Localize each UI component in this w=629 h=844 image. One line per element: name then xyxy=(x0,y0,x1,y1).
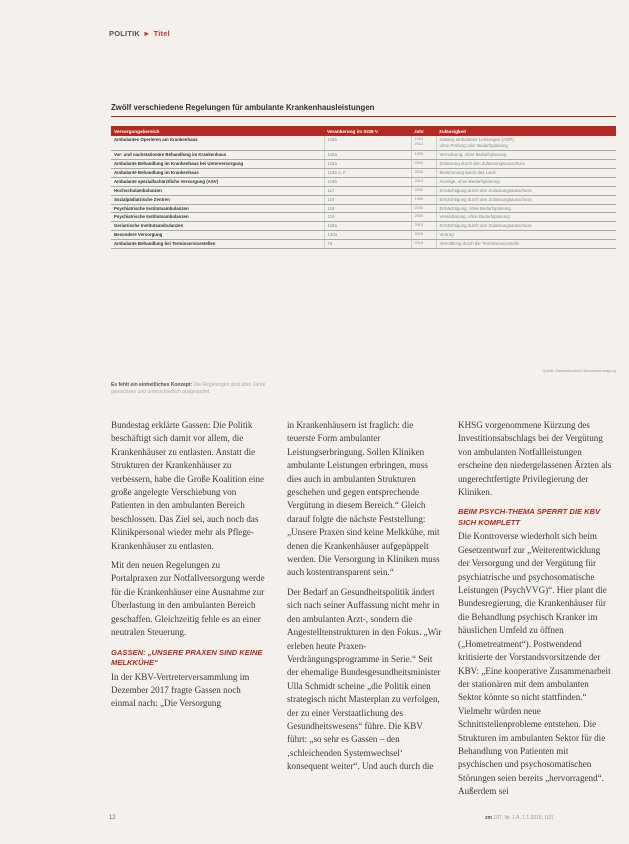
table-cell: Ermächtigung durch den Zulassungsausschuss xyxy=(436,186,616,195)
table-body xyxy=(111,136,616,249)
table-cell: Besondere Versorgung xyxy=(111,231,324,240)
table-cell: Vertrag xyxy=(436,231,616,240)
table-cell: 117 xyxy=(324,186,411,195)
table-cell: Ermächtigung, ohne Bedarfsplanung xyxy=(436,204,616,213)
table-row xyxy=(111,186,616,195)
table-cell: 1989 xyxy=(411,195,436,204)
table-cell: 2000 xyxy=(411,204,436,213)
table-cell: Vereinbarung, ohne Bedarfsplanung xyxy=(436,213,616,222)
table-cell: Ermächtigung durch den Zulassungsausschuss xyxy=(436,195,616,204)
issue-info: 107, Nr. 1 A, 1.1.2018, (12) xyxy=(493,815,554,821)
table-cell: 1993 2012 xyxy=(411,136,436,150)
body-paragraph: Der Bedarf an Gesundheitspolitik ändert sich nach seiner Auffassung nicht mehr in den ambulanten Arzt-, sondern die Angestelltenstrukturen in den Fokus. „Wir erleben heute Praxen-Verdrängungsprogramme in Serie.“ Seit der ehemalige Bundesgesundheitsminister Ulla Schmidt scheine „die Politik einen strategisch nicht Masterplan zu verfolgen, der zu einer Verstaatlichung des Gesundheitswesens“ führe. Die KBV führt: „so sehr es Gassen – den ‚schleichenden Systemwechsel‘ konsequent weiter“. Und auch durch die xyxy=(287,586,442,772)
table-row xyxy=(111,204,616,213)
subsection-label: Titel xyxy=(153,29,170,38)
table-row xyxy=(111,240,616,249)
body-paragraph: in Krankenhäusern ist fraglich: die teuerste Form ambulanter Leistungserbringung. Sollen Kliniken ambulante Leistungen erbringen, muss dies auch in ambulanten Strukturen geschehen und gegen entsprechende Vergütung in diesem Bereich.“ Gleich darauf folgte die nächste Feststellung: „Unsere Praxen sind keine Melkkühe, mit denen die Krankenhäuser aufgepäppelt werden. Die Versorgung in Kliniken muss auch kostentransparent sein.“ xyxy=(287,420,440,578)
column-header: Jahr xyxy=(411,126,436,136)
table-cell: Verordnung, ohne Bedarfsplanung xyxy=(436,150,616,159)
table-cell: 118a xyxy=(324,222,411,231)
table-cell: 2000 xyxy=(411,213,436,222)
col3-paragraphs xyxy=(458,419,614,499)
table-row xyxy=(111,150,616,159)
table-cell: 115b xyxy=(324,136,411,150)
table-title: Zwölf verschiedene Regelungen für ambulante Krankenhausleistungen xyxy=(111,103,616,117)
table-cell: 2012 xyxy=(411,177,436,186)
table-row xyxy=(111,222,616,231)
body-paragraph: In der KBV-Vertreterversammlung im Dezember 2017 fragte Gassen noch einmal nach: „Die Versorgung xyxy=(111,671,250,709)
table-cell: Bestimmung durch das Land xyxy=(436,168,616,177)
section-header xyxy=(109,29,170,38)
table-cell: Ambulantes Operieren am Krankenhaus xyxy=(111,136,324,150)
table-cell: 2002 xyxy=(411,186,436,195)
journal-name: zm xyxy=(485,815,492,821)
table-row xyxy=(111,136,616,150)
table-cell: 118 xyxy=(324,204,411,213)
table-cell: 75 xyxy=(324,240,411,249)
body-paragraph: Die Kontroverse wiederholt sich beim Gesetzentwurf zur „Weiterentwicklung der Versorgung und der Vergütung für psychiatrische und psychosomatische Leistungen (PsychVVG)“. Hier plant die Bundesregierung, die Krankenhäuser für die Behandlung psychisch Kranker im häuslichen Umfeld zu öffnen („Hometreatment“). Postwendend kritisierte der Vorstandsvorsitzende der KBV: „Eine kooperative Zusammenarbeit der stationären mit dem ambulanten Sektor könnte so nicht stattfinden.“ Vielmehr würden neue Schnittstellenprobleme entstehen. Die Strukturen im ambulanten Sektor für die Behandlung von Patienten mit psychischen und psychosomatischen Störungen seien bereits „hervorragend“. Außerdem sei xyxy=(458,531,611,797)
caption-lead: Es fehlt ein einheitliches Konzept: xyxy=(111,382,193,388)
subheading-gassen: GASSEN: „UNSERE PRAXEN SIND KEINE MELKKÜHE“ xyxy=(111,647,263,667)
table-cell: 140a xyxy=(324,231,411,240)
table-cell: Katalog ambulanter Leistungen (AOP), ohne Prüfung oder Bedarfsplanung xyxy=(436,136,616,150)
table-cell: 116b xyxy=(324,177,411,186)
table-cell: Vor- und nachstationäre Behandlung im Krankenhaus xyxy=(111,150,324,159)
table-cell: Ermächtigung durch den Zulassungsausschuss xyxy=(436,222,616,231)
table-cell: Vermittlung durch die Terminservicestelle xyxy=(436,240,616,249)
body-paragraph: KHSG vorgenommene Kürzung des Investitionsabschlags bei der Vergütung von ambulanten Notfallleistungen erscheine den niedergelassenen Ärzten als ungerechtfertigte Privilegierung der Kliniken. xyxy=(458,420,612,498)
col2-paragraphs xyxy=(287,419,443,774)
section-label: POLITIK xyxy=(109,29,140,38)
subheading-psych: BEIM PSYCH-THEMA SPERRT DIE KBV SICH KOMPLETT xyxy=(458,507,601,527)
body-paragraph: Bundestag erklärte Gassen: Die Politik beschäftigt sich damit vor allem, die Krankenhäuser zu entlasten. Anstatt die Strukturen der Krankenhäuser zu verbessern, habe die Große Koalition eine große angelegte Verschiebung von Patienten in den ambulanten Bereich beschlossen. Das Ziel sei, auch noch das Klinikpersonal wieder mehr als Pflege-Krankenhäuser zu entlasten. xyxy=(111,420,265,551)
table-cell: 116b a. F. xyxy=(324,168,411,177)
table-header-row xyxy=(111,126,616,136)
chevron-right-icon: ► xyxy=(142,29,151,38)
article-column-1 xyxy=(111,419,267,711)
col1-paragraphs-after xyxy=(111,671,267,711)
table-row xyxy=(111,177,616,186)
table-cell: Hochschulambulanzen xyxy=(111,186,324,195)
table-cell: Ambulante spezialfachärztliche Versorgung (ASV) xyxy=(111,177,324,186)
body-paragraph: Mit den neuen Regelungen zu Portalpraxen zur Notfallversorgung werde für die Krankenhäuser eine Ausnahme zur Überlastung in den ambulanten Bereich geschaffen. Gleichzeitig fehle es an einer neutralen Steuerung. xyxy=(111,560,265,638)
table-cell: 115a xyxy=(324,150,411,159)
table-cell: 2013 xyxy=(411,222,436,231)
caption-text: Die Regelungen sind über Jahre gewachsen und unterschiedlich ausgestaltet. xyxy=(111,382,266,395)
regulations-table xyxy=(111,126,616,249)
table-cell: Geriatrische Institutsambulanzen xyxy=(111,222,324,231)
table-cell: Psychiatrische Institutsambulanzen xyxy=(111,213,324,222)
table-cell: Sozialpädiatrische Zentren xyxy=(111,195,324,204)
table-cell: 2015 xyxy=(411,231,436,240)
table-cell: 116a xyxy=(324,159,411,168)
table-cell: 118 xyxy=(324,213,411,222)
table-row xyxy=(111,213,616,222)
table-cell: Zulassung durch den Zulassungsausschuss xyxy=(436,159,616,168)
table-cell: Ambulante Behandlung im Krankenhaus bei Unterversorgung xyxy=(111,159,324,168)
table-caption xyxy=(111,382,281,396)
table-cell: 119 xyxy=(324,195,411,204)
table-row xyxy=(111,195,616,204)
table-cell: Ambulante Behandlung bei Terminservicestellen xyxy=(111,240,324,249)
article-column-3 xyxy=(458,419,614,799)
table-cell: Ambulante Behandlung im Krankenhaus xyxy=(111,168,324,177)
column-header: Verankerung im SGB V xyxy=(324,126,411,136)
table-cell: 1993 xyxy=(411,150,436,159)
table-cell: Psychiatrische Institutsambulanzen xyxy=(111,204,324,213)
journal-footer xyxy=(485,815,553,821)
column-header: Zulässigkeit xyxy=(436,126,616,136)
table-cell: 2004 xyxy=(411,168,436,177)
col3-paragraphs-after xyxy=(458,530,614,798)
page-number: 12 xyxy=(109,815,116,821)
table-row xyxy=(111,231,616,240)
table-cell: 2015 xyxy=(411,240,436,249)
article-column-2 xyxy=(287,419,443,774)
table-source: Quelle: Kassenärztliche Bundesvereinigung xyxy=(542,369,616,373)
col1-paragraphs xyxy=(111,419,267,640)
table-row xyxy=(111,168,616,177)
table-cell: Anzeige, ohne Bedarfsplanung xyxy=(436,177,616,186)
table-row xyxy=(111,159,616,168)
table-cell: 2004 xyxy=(411,159,436,168)
column-header: Versorgungsbereich xyxy=(111,126,324,136)
